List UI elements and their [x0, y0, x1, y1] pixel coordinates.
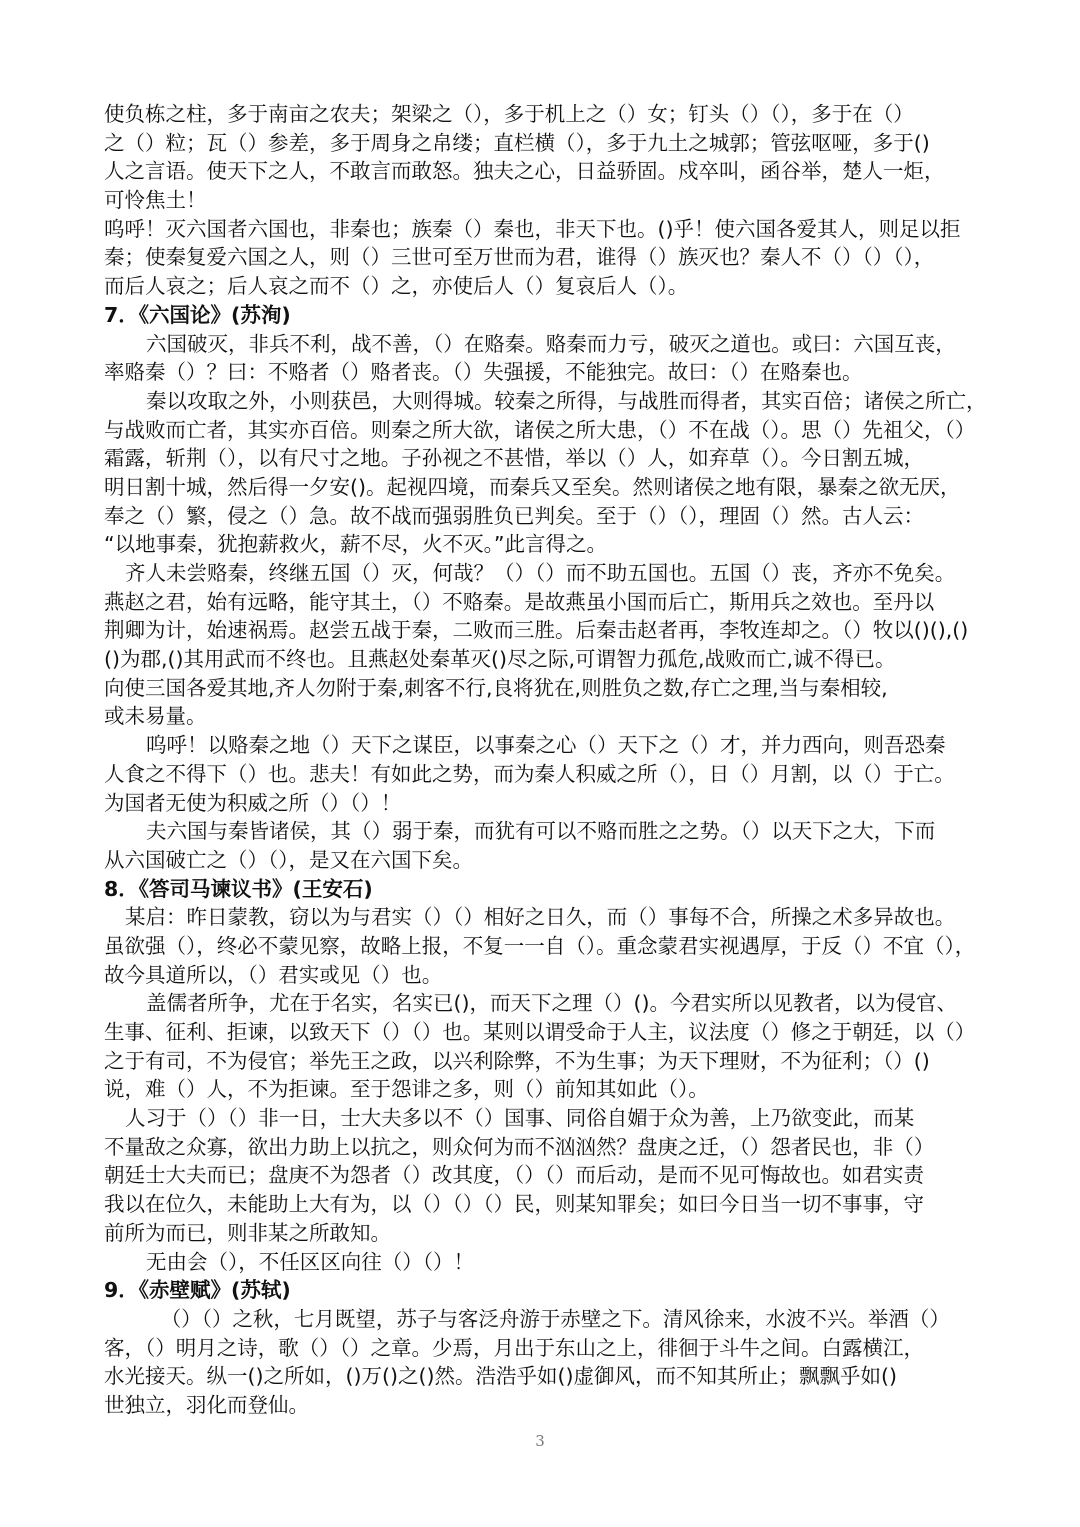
text-line: 秦；使秦复爱六国之人，则（）三世可至万世而为君，谁得（）族灭也？秦人不（）（）（），: [104, 245, 935, 270]
text-line: 生事、征利、拒谏，以致天下（）（）也。某则以谓受命于人主，议法度（）修之于朝廷，以（）: [104, 1020, 976, 1044]
text-line: ()为郡,()其用武而不终也。且燕赵处秦革灭()尽之际,可谓智力孤危,战败而亡,诚不得已。: [104, 647, 896, 672]
text-line: 水光接天。纵一()之所如，()万()之()然。浩浩乎如()虚御风，而不知其所止；飘飘乎如(): [104, 1364, 897, 1389]
text-line: 人之言语。使天下之人，不敢言而敢怒。独夫之心，日益骄固。戍卒叫，函谷举，楚人一炬，: [104, 159, 945, 184]
text-line: 霜露，斩荆（），以有尺寸之地。子孙视之不甚惜，举以（）人，如弃草（）。今日割五城，: [104, 446, 924, 471]
text-line: 秦以攻取之外，小则获邑，大则得城。较秦之所得，与战胜而得者，其实百倍；诸侯之所亡，: [146, 388, 987, 413]
text-line: 而后人哀之；后人哀之而不（）之，亦使后人（）复哀后人（）。: [104, 274, 689, 299]
text-line: 向使三国各爱其地,齐人勿附于秦,刺客不行,良将犹在,则胜负之数,存亡之理,当与秦相较,: [104, 675, 888, 700]
text-line: 夫六国与秦皆诸侯，其（）弱于秦，而犹有可以不赂而胜之之势。（）以天下之大，下而: [146, 819, 936, 844]
text-line: 明日割十城，然后得一夕安()。起视四境，而秦兵又至矣。然则诸侯之地有限，暴秦之欲无厌，: [104, 474, 961, 499]
text-line: 人习于（）（）非一日，士大夫多以不（）国事、同俗自媚于众为善，上乃欲变此，而某: [125, 1106, 915, 1131]
text-line: 为国者无使为积威之所（）（）！: [104, 790, 402, 815]
text-line: 或未易量。: [104, 704, 207, 729]
text-line: 前所为而已，则非某之所敢知。: [104, 1220, 391, 1245]
document-body: [104, 100, 1004, 1420]
text-line: 与战败而亡者，其实亦百倍。则秦之所大欲，诸侯之所大患，（）不在战（）。思（）先祖父，（）: [104, 417, 976, 442]
text-line: 我以在位久，未能助上大有为，以（）（）（）民，则某知罪矣；如曰今日当一切不事事，守: [104, 1192, 924, 1217]
text-line: 说，难（）人，不为拒谏。至于怨诽之多，则（）前知其如此（）。: [104, 1077, 709, 1102]
text-line: 世独立，羽化而登仙。: [104, 1392, 309, 1417]
text-line: 之于有司，不为侵官；举先王之政，以兴利除弊，不为生事；为天下理财，不为征利；（）(): [104, 1048, 930, 1073]
text-line: 之（）粒；瓦（）参差，多于周身之帛缕；直栏横（），多于九土之城郭；管弦呕哑，多于(): [104, 130, 930, 155]
text-line: 率赂秦（）？曰：不赂者（）赂者丧。（）失强援，不能独完。故曰：（）在赂秦也。: [104, 360, 863, 385]
text-line: 某启：昨日蒙教，窃以为与君实（）（）相好之日久，而（）事每不合，所操之术多异故也。: [125, 905, 956, 930]
text-line: 奉之（）繁，侵之（）急。故不战而强弱胜负已判矣。至于（）（），理固（）然。古人云：: [104, 503, 924, 528]
text-line: 齐人未尝赂秦，终继五国（）灭，何哉？（）（）而不助五国也。五国（）丧，齐亦不免矣。: [125, 561, 956, 585]
text-line: 人食之不得下（）也。悲夫！有如此之势，而为秦人积威之所（），日（）月割，以（）于亡。: [104, 761, 955, 786]
section-heading: 9．《赤壁赋》(苏轼): [104, 1278, 291, 1303]
text-line: “以地事秦，犹抱薪救火，薪不尽，火不灭。”此言得之。: [104, 532, 607, 557]
section-heading: 7．《六国论》(苏洵): [104, 302, 291, 327]
section-heading: 8．《答司马谏议书》(王安石): [104, 876, 373, 901]
text-line: 六国破灭，非兵不利，战不善，（）在赂秦。赂秦而力亏，破灭之道也。或曰：六国互丧，: [146, 331, 956, 356]
text-line: 呜呼！灭六国者六国也，非秦也；族秦（）秦也，非天下也。()乎！使六国各爱其人，则足以拒: [104, 216, 961, 241]
text-line: 盖儒者所争，尤在于名实，名实已()，而天下之理（）()。今君实所以见教者，以为侵官、: [146, 991, 957, 1016]
text-line: （）（）之秋，七月既望，苏子与客泛舟游于赤壁之下。清风徐来，水波不兴。举酒（）: [160, 1306, 950, 1331]
text-line: 朝廷士大夫而已；盘庚不为怨者（）改其度，（）（）而后动，是而不见可悔故也。如君实责: [104, 1163, 924, 1188]
text-line: 呜呼！以赂秦之地（）天下之谋臣，以事秦之心（）天下之（）才，并力西向，则吾恐秦: [146, 733, 946, 758]
text-line: 故今具道所以，（）君实或见（）也。: [104, 962, 443, 987]
page-number: 3: [535, 1432, 545, 1450]
text-line: 不量敌之众寡，欲出力助上以抗之，则众何为而不汹汹然？盘庚之迁，（）怨者民也，非（）: [104, 1134, 935, 1159]
text-line: 虽欲强（），终必不蒙见察，故略上报，不复一一自（）。重念蒙君实视遇厚，于反（）不宜（），: [104, 933, 976, 958]
text-line: 客，（）明月之诗，歌（）（）之章。少焉，月出于东山之上，徘徊于斗牛之间。白露横江，: [104, 1335, 924, 1360]
text-line: 使负栋之柱，多于南亩之农夫；架梁之（），多于机上之（）女；钉头（）（），多于在（）: [104, 102, 914, 126]
text-line: 可怜焦土！: [104, 188, 207, 213]
text-line: 无由会（），不任区区向往（）（）！: [146, 1249, 474, 1274]
text-line: 从六国破亡之（）（），是又在六国下矣。: [104, 847, 473, 872]
text-line: 荆卿为计，始速祸焉。赵尝五战于秦，二败而三胜。后秦击赵者再，李牧连却之。（）牧以()(),(): [104, 618, 969, 643]
text-line: 燕赵之君，始有远略，能守其土，（）不赂秦。是故燕虽小国而后亡，斯用兵之效也。至丹以: [104, 589, 935, 614]
